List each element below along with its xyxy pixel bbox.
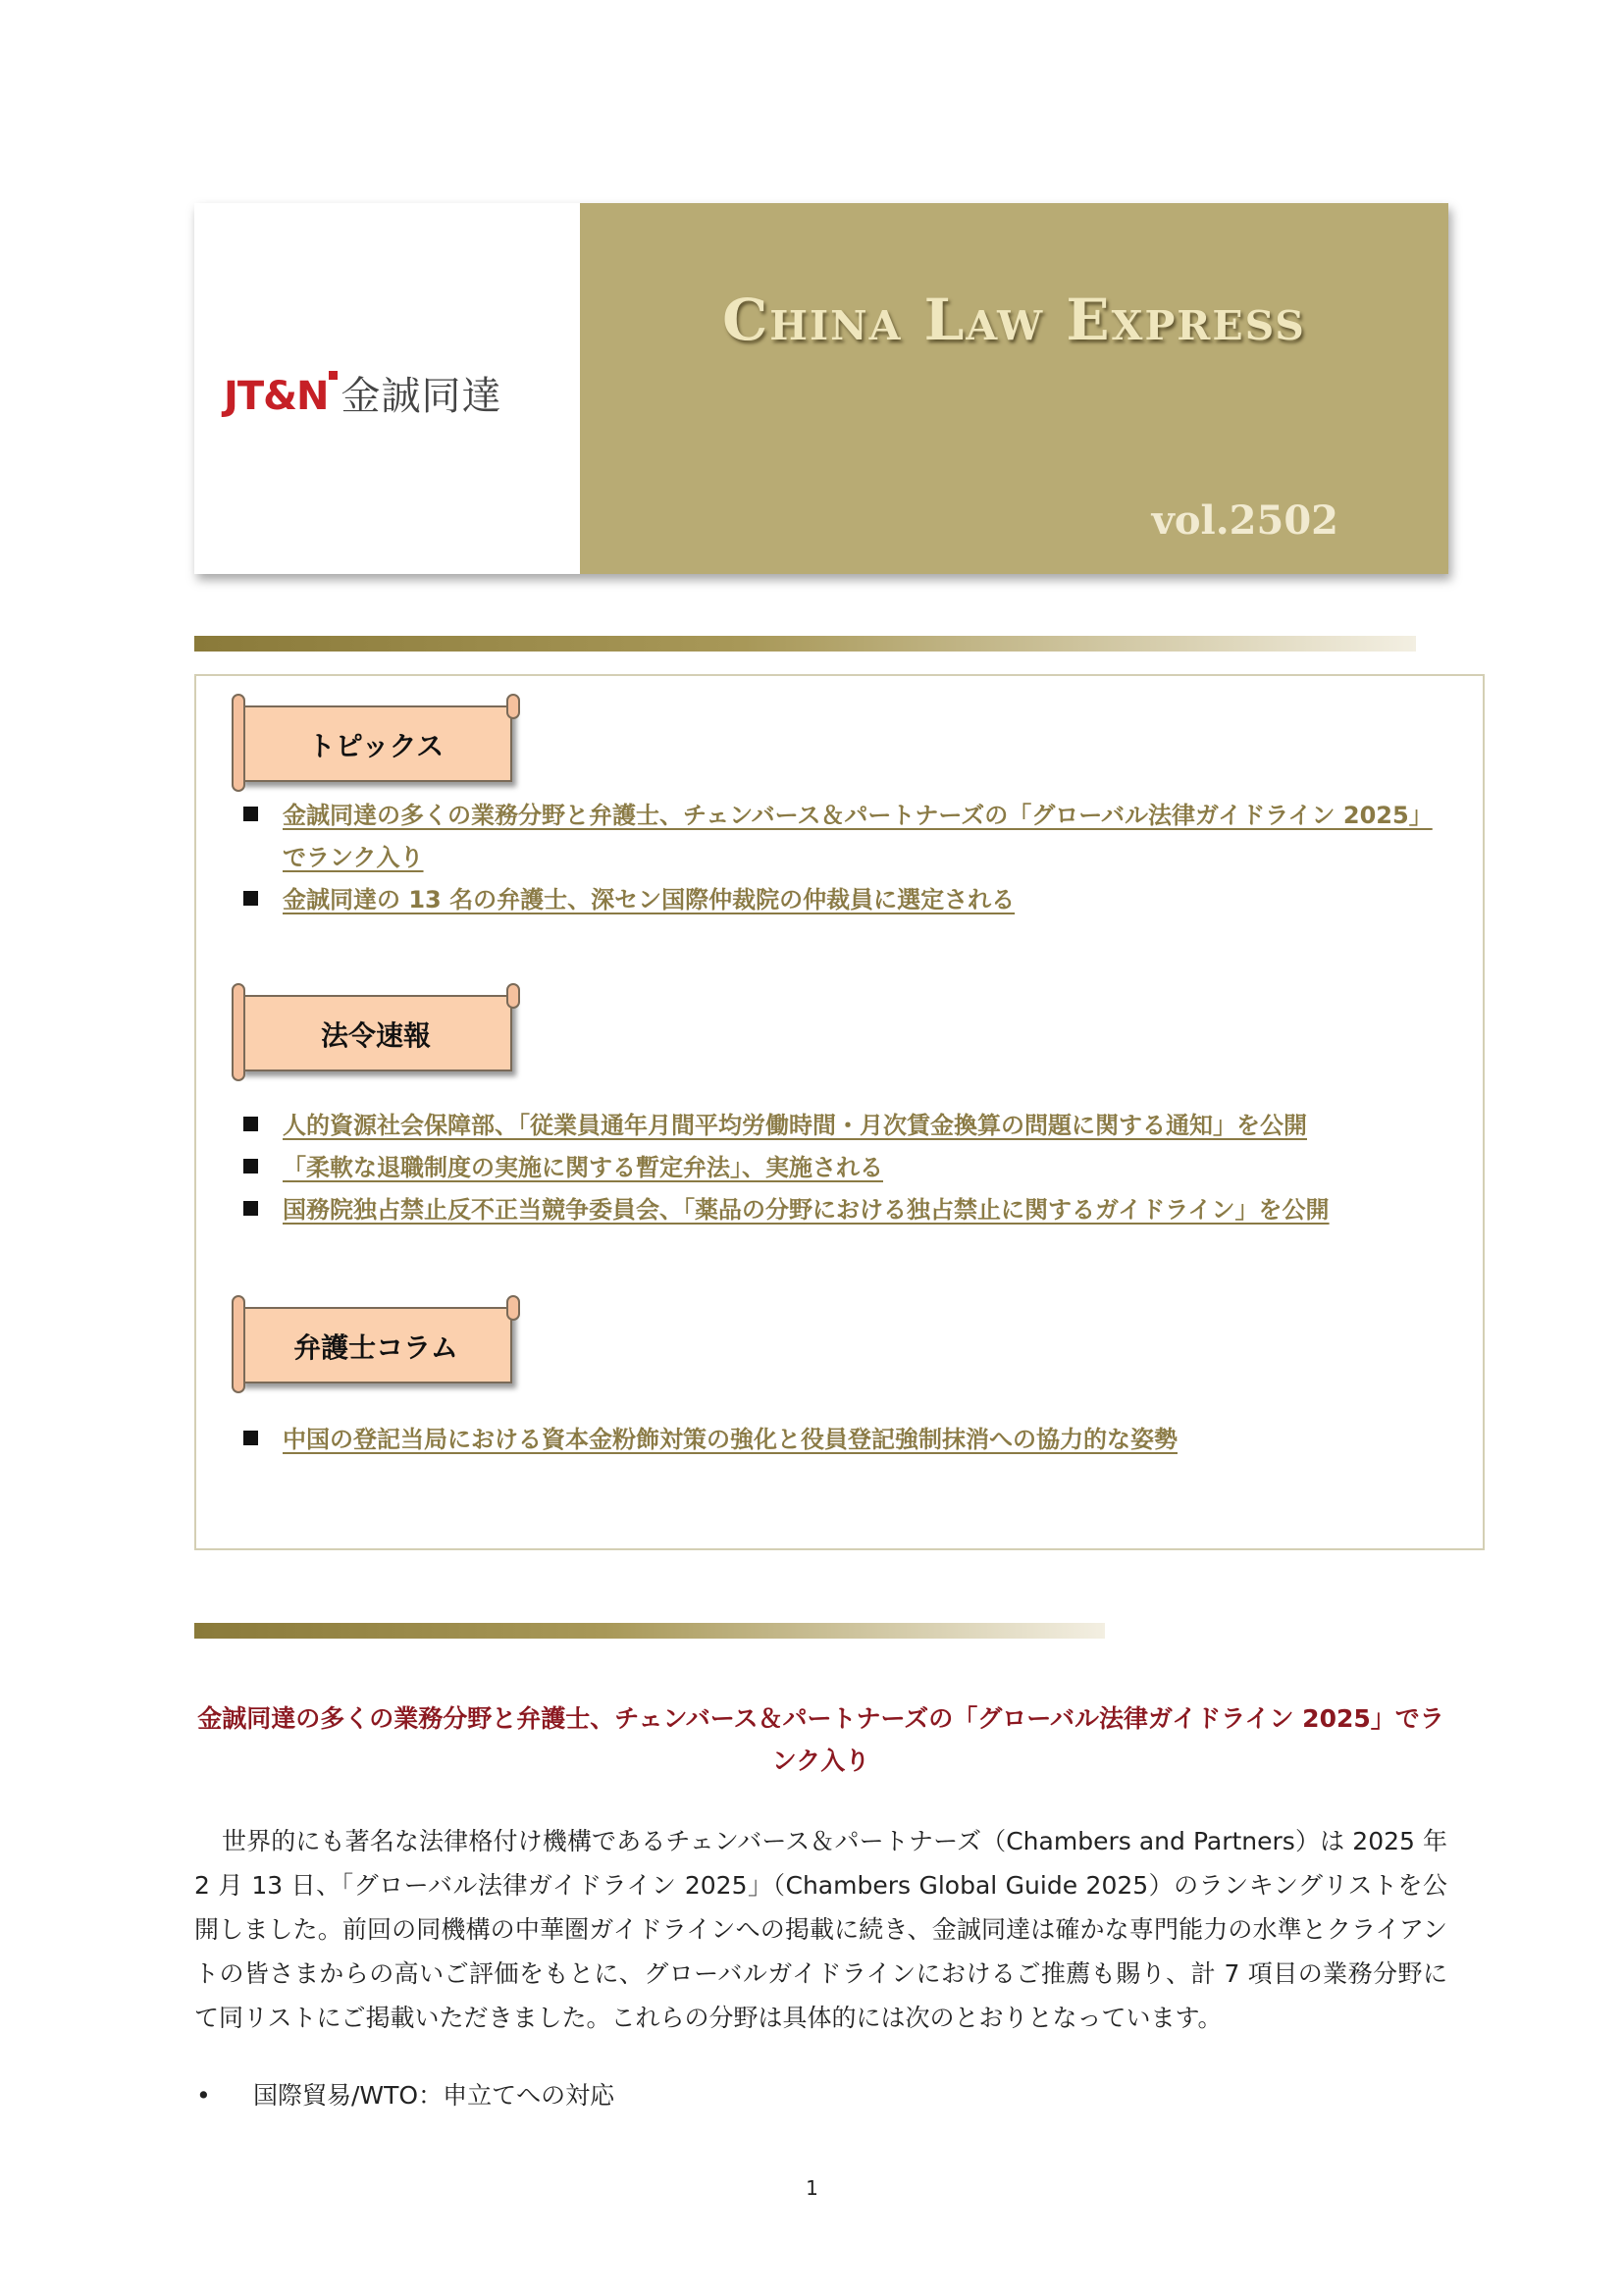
toc-link[interactable]: 「柔軟な退職制度の実施に関する暫定弁法」、実施される (283, 1154, 883, 1181)
list-item (243, 795, 1443, 879)
square-bullet-icon (243, 807, 258, 821)
logo-mark: JT&N (224, 374, 329, 419)
logo-dot (329, 371, 338, 380)
article-bullet-list (194, 2073, 1447, 2117)
toc-link[interactable]: 金誠同達の 13 名の弁護士、深セン国際仲裁院の仲裁員に選定される (283, 886, 1016, 913)
volume-number: vol.2502 (1151, 497, 1338, 544)
toc-link[interactable]: 人的資源社会保障部、「従業員通年月間平均労働時間・月次賃金換算の問題に関する通知」を公開 (283, 1112, 1307, 1139)
list-item (243, 1105, 1443, 1147)
lawyer-column-list (243, 1419, 1443, 1461)
list-item (243, 1189, 1443, 1231)
section-ribbon-legal-updates (239, 995, 512, 1071)
logo-chinese-name: 金誠同達 (341, 374, 502, 419)
company-logo (224, 365, 502, 421)
toc-link[interactable]: 金誠同達の多くの業務分野と弁護士、チェンバース＆パートナーズの「グローバル法律ガイドライン 2025」でランク入り (283, 802, 1433, 871)
list-item (243, 1419, 1443, 1461)
toc-link[interactable]: 中国の登記当局における資本金粉飾対策の強化と役員登記強制抹消への協力的な姿勢 (283, 1426, 1178, 1453)
square-bullet-icon (243, 891, 258, 906)
list-item (243, 879, 1443, 921)
logo-panel (194, 203, 580, 574)
newsletter-header (194, 203, 1448, 574)
topics-list (243, 795, 1443, 921)
article-body: 世界的にも著名な法律格付け機構であるチェンバース＆パートナーズ（Chambers and Partners）は 2025 年 2 月 13 日、「グローバル法律ガイドライン 2025」（Chambers Global Guide 2025）のランキングリストを公開しました。前回の同機構の中華圏ガイドラインへの掲載に続き、金誠同達は確かな専門能力の水準とクライアントの皆さまからの高いご評価をもとに、グローバルガイドラインにおけるご推薦も賜り、計 7 項目の業務分野にて同リストにご掲載いただきました。これらの分野は具体的には次のとおりとなっています。 (194, 1827, 1447, 2032)
divider-rule (194, 1623, 1105, 1639)
newsletter-title: China Law Express (722, 287, 1306, 353)
article (194, 1697, 1447, 2117)
title-panel (580, 203, 1448, 574)
section-heading: トピックス (307, 730, 445, 762)
section-heading: 法令速報 (320, 1019, 431, 1052)
section-heading: 弁護士コラム (293, 1331, 458, 1364)
table-of-contents (194, 674, 1485, 1550)
legal-updates-list (243, 1105, 1443, 1231)
square-bullet-icon (243, 1431, 258, 1445)
square-bullet-icon (243, 1201, 258, 1216)
section-ribbon-lawyer-column (239, 1307, 512, 1383)
page-number: 1 (806, 2176, 818, 2200)
toc-link[interactable]: 国務院独占禁止反不正当競争委員会、「薬品の分野における独占禁止に関するガイドライン」を公開 (283, 1196, 1330, 1224)
bullet-text: 国際貿易/WTO：申立てへの対応 (253, 2081, 615, 2110)
article-title: 金誠同達の多くの業務分野と弁護士、チェンバース＆パートナーズの「グローバル法律ガイドライン 2025」でランク入り (197, 1704, 1444, 1775)
divider-rule (194, 636, 1416, 652)
square-bullet-icon (243, 1117, 258, 1131)
bullet-dot-icon: • (196, 2081, 211, 2110)
list-item (243, 1147, 1443, 1189)
square-bullet-icon (243, 1159, 258, 1174)
section-ribbon-topics (239, 705, 512, 782)
list-item (194, 2073, 1447, 2117)
